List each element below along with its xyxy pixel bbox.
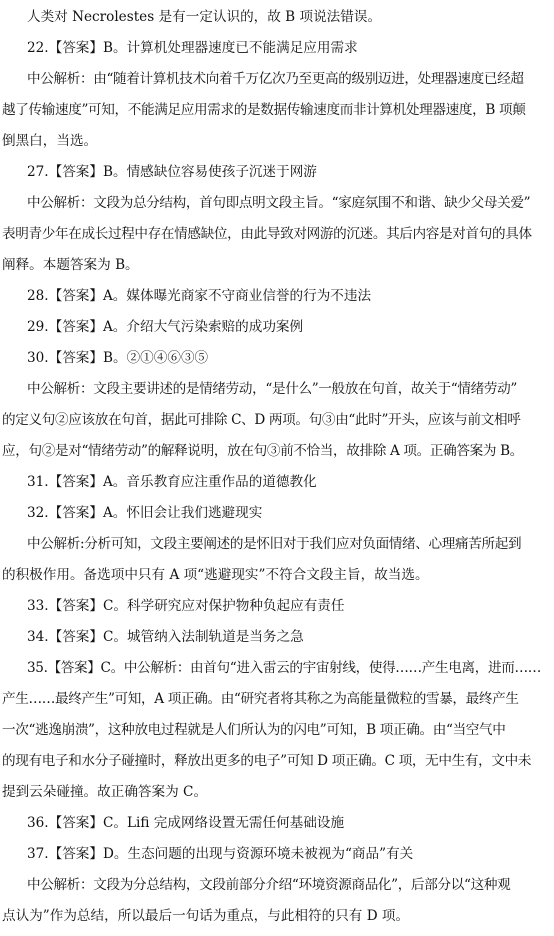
text-line: 人类对 Necrolestes 是有一定认识的，故 B 项说法错误。: [27, 9, 382, 25]
analysis-line: 中公解析:分析可知，文段主要阐述的是怀旧对于我们应对负面情绪、心理痛苦所起到: [27, 536, 522, 552]
answer-line-28: 28.【答案】A。媒体曝光商家不守商业信誉的行为不违法: [27, 288, 372, 304]
text-line: 提到云朵碰撞。故正确答案为 C。: [2, 784, 208, 800]
text-line: 的现有电子和水分子碰撞时，释放出更多的电子”可知 D 项正确。C 项，无中生有，文中未: [2, 753, 532, 769]
answer-line-22: 22.【答案】B。计算机处理器速度已不能满足应用需求: [27, 40, 358, 56]
text-line: 点认为”作为总结，所以最后一句话为重点，与此相符的只有 D 项。: [2, 908, 410, 924]
answer-line-37: 37.【答案】D。生态问题的出现与资源环境未被视为“商品”有关: [27, 846, 414, 862]
answer-line-31: 31.【答案】A。音乐教育应注重作品的道德教化: [27, 474, 317, 490]
analysis-line: 中公解析：文段为分总结构，文段前部分介绍“环境资源商品化”，后部分以“这种观: [27, 877, 511, 893]
text-line: 的积极作用。备选项中只有 A 项“逃避现实”不符合文段主旨，故当选。: [2, 567, 429, 583]
analysis-line: 中公解析：文段主要讲述的是情绪劳动，“是什么”一般放在句首，故关于“情绪劳动”: [27, 381, 517, 397]
answer-line-30: 30.【答案】B。②①④⑥③⑤: [27, 350, 209, 366]
analysis-line: 中公解析：文段为总分结构，首句即点明文段主旨。“家庭氛围不和谐、缺少父母关爱”: [27, 195, 531, 211]
answer-line-34: 34.【答案】C。城管纳入法制轨道是当务之急: [27, 629, 304, 645]
answer-line-27: 27.【答案】B。情感缺位容易使孩子沉迷于网游: [27, 164, 317, 180]
text-line: 阐释。本题答案为 B。: [2, 257, 139, 273]
answer-line-35: 35.【答案】C。中公解析：由首句“进入雷云的宇宙射线，使得……产生电离，进而……: [27, 660, 541, 676]
text-line: 越了传输速度”可知，不能满足应用需求的是数据传输速度而非计算机处理器速度，B 项颠: [2, 102, 526, 118]
text-line: 的定义句②应该放在句首，据此可排除 C、D 两项。句③由“此时”开头，应该与前文相呼: [2, 412, 521, 428]
analysis-line: 中公解析：由“随着计算机技术向着千万亿次乃至更高的级别迈进，处理器速度已经超: [27, 71, 524, 87]
text-line: 应，句②是对“情绪劳动”的解释说明，放在句③前不恰当，故排除 A 项。正确答案为 B。: [2, 443, 523, 459]
answer-line-29: 29.【答案】A。介绍大气污染索赔的成功案例: [27, 319, 304, 335]
answer-line-32: 32.【答案】A。怀旧会让我们逃避现实: [27, 505, 263, 521]
text-line: 产生……最终产生”可知，A 项正确。由“研究者将其称之为高能量微粒的雪暴，最终产生: [2, 691, 519, 707]
text-line: 一次“逃逸崩溃”，这种放电过程就是人们所认为的闪电”可知，B 项正确。由“当空气中: [2, 722, 506, 738]
text-line: 倒黑白，当选。: [2, 133, 98, 149]
answer-line-36: 36.【答案】C。Lifi 完成网络设置无需任何基础设施: [27, 815, 345, 831]
text-line: 表明青少年在成长过程中存在情感缺位，由此导致对网游的沉迷。其后内容是对首句的具体: [2, 226, 532, 242]
answer-line-33: 33.【答案】C。科学研究应对保护物种负起应有责任: [27, 598, 345, 614]
